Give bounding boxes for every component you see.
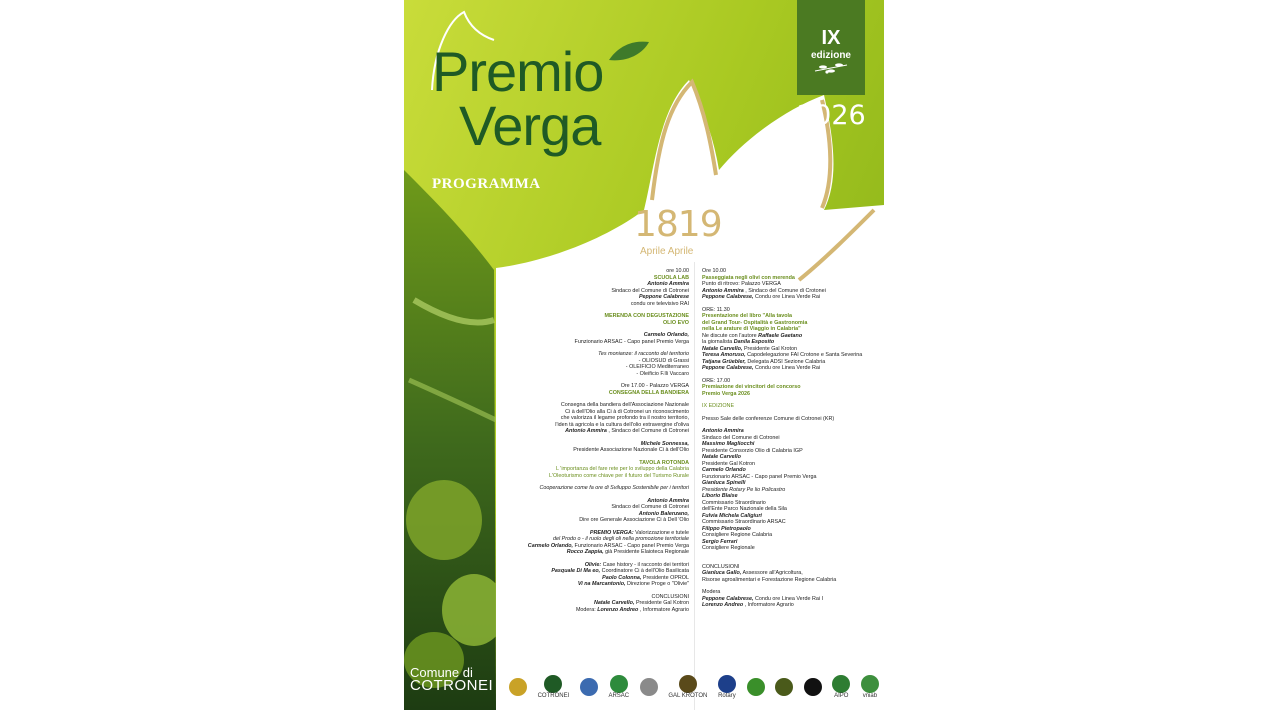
gal-kroton-icon: [679, 675, 697, 693]
program-line: Ore 17.00 - Palazzo VERGA: [620, 383, 689, 389]
line-text: Presidente OPROL: [641, 574, 689, 581]
program-line: SCUOLA LAB: [653, 274, 689, 281]
program-line: Funzionario ARSAC - Capo panel Premio Verga: [702, 473, 817, 480]
program-line: CONCLUSIONI: [702, 563, 740, 570]
program-line: Presidente Associazione Nazionale Ci à dell'Olio: [573, 447, 689, 453]
person-name: Raffaele Gaetano: [758, 332, 803, 339]
program-line: Presentazione del libro "Alla tavola: [702, 313, 793, 319]
programma-label: PROGRAMMA: [432, 176, 541, 192]
line-text: già Presidente Elaioteca Regionale: [603, 549, 689, 555]
program-line: Sergio Ferrari: [702, 538, 738, 545]
comune-label: [410, 666, 493, 692]
logo-crest: [509, 678, 527, 696]
logo-rotary: [718, 675, 736, 699]
logo-crest2: [580, 678, 598, 696]
program-line: Passeggiata negli olivi con merenda: [702, 274, 795, 281]
program-line: Commissario Straordinario: [702, 499, 766, 506]
program-line: del Prodo o - il ruolo degli oli nella promozione territoriale: [552, 536, 689, 542]
edition-number: IX: [821, 27, 841, 49]
line-text: Valorizzazione e tutele: [633, 529, 689, 536]
line-text: Funzionario ARSAC - Capo panel Premio Verga: [573, 542, 689, 549]
person-name: Olivie:: [584, 561, 602, 568]
logo-label: vniab: [862, 693, 878, 699]
program-line: Sindaco del Comune di Cotronei: [702, 434, 780, 441]
program-line: Presidente Consorzio Olio di Calabria IGP: [702, 447, 803, 454]
program-line: CONSEGNA DELLA BANDIERA: [608, 389, 689, 396]
edition-year: 2026: [797, 100, 866, 131]
line-text: , Informatore Agrario: [638, 606, 689, 613]
rotary-icon: [718, 675, 736, 693]
program-line: L'Oleoturismo come chiave per il futuro del Turismo Rurale: [548, 472, 689, 479]
line-text: Coordinatore Ci à dell'Olio Basilicata: [600, 568, 689, 574]
program-line: Antonio Ammira: [702, 428, 744, 434]
person-name: Gianluca Gallo,: [702, 570, 742, 576]
program-line: l'iden tà agricola e la cultura dell'olio extravergine d'oliva: [555, 421, 689, 428]
comune-line1: Comune di: [410, 665, 473, 680]
line-text: Case history - il racconto dei territori: [601, 561, 689, 568]
program-line: - OLEIFICIO Mediterraneo: [625, 364, 689, 370]
program-line: dell'Ente Parco Nazionale della Sila: [702, 506, 787, 512]
program-line: condu ore televisivo RAI: [630, 300, 689, 307]
program-line: Dire ore Generale Associazione Ci à Dell 'Olio: [579, 517, 689, 523]
black-logo-icon: [804, 678, 822, 696]
program-line: Natale Carvello: [702, 454, 741, 460]
program-line: - Oleificio F.lli Vaccaro: [636, 370, 689, 377]
line-text: Condu ore Linea Verde Rai: [753, 365, 821, 371]
title-verga: Verga: [459, 94, 601, 157]
program-right-column: [702, 268, 882, 609]
person-name: Vi na Marcantonio,: [577, 581, 626, 587]
person-name: Carmelo Orlando,: [527, 542, 574, 549]
line-text: Condu ore Linea Verde Rai I: [753, 595, 824, 602]
program-line: nella Le arature di Viaggio in Calabria": [702, 326, 801, 332]
program-line: TAVOLA ROTONDA: [639, 459, 689, 466]
line-prefix: Modera:: [575, 606, 598, 613]
crest-icon: [509, 678, 527, 696]
program-line: Presidente Gal Kotron: [702, 460, 756, 467]
logo-aipo: [832, 675, 850, 699]
program-line: ore 10.00: [666, 268, 689, 274]
arsac-icon: [610, 675, 628, 693]
logo-comune-cotronei: [538, 675, 570, 699]
line-text: Presidente Gal Kotron: [634, 600, 689, 606]
olive-circle-icon: [775, 678, 793, 696]
program-line: Commissario Straordinario ARSAC: [702, 519, 786, 525]
program-line: [514, 607, 689, 614]
crest2-icon: [580, 678, 598, 696]
line-text: Condu ore Linea Verde Rai: [753, 294, 821, 300]
program-line: che valorizza il legame profondo tra il nostro territorio,: [560, 415, 689, 421]
person-name: Teresa Amoruso,: [702, 352, 746, 358]
line-text: , Informatore Agrario: [743, 602, 794, 608]
person-name: Danila Esposito: [733, 339, 775, 345]
program-line: Modera: [702, 589, 721, 595]
logo-vniab: [861, 675, 879, 699]
program-line: Tes monianze: il racconto del territorio: [598, 351, 689, 357]
program-line: Fulvia Michela Caligiuri: [702, 512, 762, 519]
program-line: Carmelo Orlando: [702, 467, 746, 473]
edition-word: edizione: [810, 50, 851, 61]
program-line: ORE: 11.30: [702, 306, 730, 313]
program-line: Consigliere Regione Calabria: [702, 532, 773, 538]
person-name: Paolo Colonna,: [602, 574, 642, 581]
person-name: Antonio Ammira: [565, 428, 607, 434]
person-name: Peppone Calabrese,: [702, 294, 754, 300]
line-prefix: Ne discute con l'autore: [702, 332, 759, 339]
logo-label: COTRONEI: [537, 693, 570, 699]
poster: [404, 0, 884, 710]
comune-cotronei-icon: [544, 675, 562, 693]
column-divider: [694, 262, 695, 710]
person-name: Rocco Zappia,: [566, 549, 604, 555]
program-line: [702, 602, 882, 609]
green-square-icon: [747, 678, 765, 696]
sponsor-logos: [509, 670, 879, 704]
program-line: del Grand Tour- Ospitalità e Gastronomia: [702, 319, 808, 326]
person-name: Tatjana Grüebler,: [702, 358, 746, 365]
line-text: Presidente Gal Kroton: [742, 345, 797, 352]
program-left-column: [514, 268, 689, 613]
logo-black-logo: [804, 678, 822, 696]
program-line: Risorse agroalimentari e Forestazione Regione Calabria: [702, 576, 837, 583]
person-name: Lorenzo Andreo: [702, 602, 744, 608]
program-line: Premiazione dei vincitori del concorso: [702, 384, 801, 390]
person-name: Antonio Ammira: [702, 287, 744, 294]
person-name: Pasquale Di Ma eo,: [551, 568, 601, 574]
line-text: Direzione Proge o "Olivie": [625, 581, 689, 587]
line-text: , Sindaco del Comune di Cotronei: [606, 428, 689, 434]
person-name: PREMIO VERGA:: [589, 529, 634, 536]
person-name: Natale Carvello,: [702, 345, 743, 352]
logo-label: AIPO: [834, 693, 849, 699]
program-line: Antonio Balenzano,: [638, 510, 689, 517]
program-line: Carmelo Orlando,: [643, 332, 689, 338]
program-line: - OLIOSUD di Grassi: [638, 357, 689, 364]
program-line: Presso Sale delle conferenze Comune di Cotronei (KR): [702, 415, 835, 422]
event-dates: 1819: [634, 204, 722, 245]
line-prefix: la giornalista: [702, 339, 734, 345]
edition-badge: [797, 0, 865, 95]
comune-line2: COTRONEI: [410, 677, 494, 694]
program-line: Consigliere Regionale: [702, 545, 755, 551]
program-line: Ci à dell'Olio alla Ci à di Cotronei un riconoscimento: [565, 408, 689, 415]
line-text: Capodelegazione FAI Crotone e Santa Severina: [745, 352, 863, 358]
program-line: Massimo Magliocchi: [702, 441, 755, 447]
olive-branch-icon: [813, 61, 849, 75]
logo-olive-circle: [775, 678, 793, 696]
program-line: ORE: 17.00: [702, 377, 731, 384]
program-line: Ore 10.00: [702, 268, 726, 274]
logo-arsac: [608, 675, 629, 699]
program-line: Peppone Calabrese: [638, 294, 689, 300]
program-line: Presidente Rotary Pe lio Policastro: [702, 486, 786, 493]
logo-gal-kroton: [668, 675, 707, 699]
aipo-icon: [832, 675, 850, 693]
program-line: Gianluca Spinelli: [702, 480, 746, 486]
program-line: MERENDA CON DEGUSTAZIONE: [604, 313, 689, 319]
logo-label: Rotary: [718, 693, 736, 699]
line-text: , Sindaco del Comune di Crotonei: [743, 287, 826, 294]
line-text: Delegata ADSI Sezione Calabria: [745, 358, 826, 365]
logo-label: GAL KROTON: [668, 693, 708, 699]
event-month: Aprile Aprile: [640, 246, 694, 257]
program-line: Premio Verga 2026: [702, 390, 750, 397]
program-line: Sindaco del Comune di Cotronei: [611, 504, 689, 510]
line-text: Assessore all'Agricoltura,: [741, 570, 803, 576]
program-line: IX EDIZIONE: [702, 403, 735, 409]
person-name: Natale Carvello,: [594, 600, 635, 606]
logo-green-square: [747, 678, 765, 696]
vniab-icon: [861, 675, 879, 693]
program-line: Cooperazione come fa ore di Sviluppo Sostenibile per i territori: [539, 485, 689, 491]
program-line: Punto di ritrovo: Palazzo VERGA: [702, 281, 781, 287]
person-name: Peppone Calabrese,: [702, 595, 754, 602]
person-name: Lorenzo Andreo: [597, 606, 639, 613]
person-name: Peppone Calabrese,: [702, 365, 754, 371]
program-line: Funzionario ARSAC - Capo panel Premio Verga: [574, 338, 689, 345]
logo-olive-tree: [640, 678, 658, 696]
logo-label: ARSAC: [608, 693, 630, 699]
olive-tree-icon: [640, 678, 658, 696]
program-line: Consegna della bandiera dell'Associazione Nazionale: [560, 402, 689, 408]
program-line: L 'importanza del fare rete per lo sviluppo della Calabria: [556, 466, 689, 472]
program-line: Antonio Ammira: [647, 281, 689, 287]
program-line: Sindaco del Comune di Cotronei: [611, 287, 689, 294]
program-line: CONCLUSIONI: [651, 593, 689, 600]
title-premio: Premio: [432, 40, 604, 103]
program-line: Antonio Ammira: [647, 497, 689, 504]
program-line: Filippo Pietropaolo: [702, 525, 751, 532]
program-line: Michele Sonnessa,: [640, 440, 689, 447]
program-line: OLIO EVO: [662, 319, 689, 326]
program-line: Liborio Blaise: [702, 493, 738, 499]
